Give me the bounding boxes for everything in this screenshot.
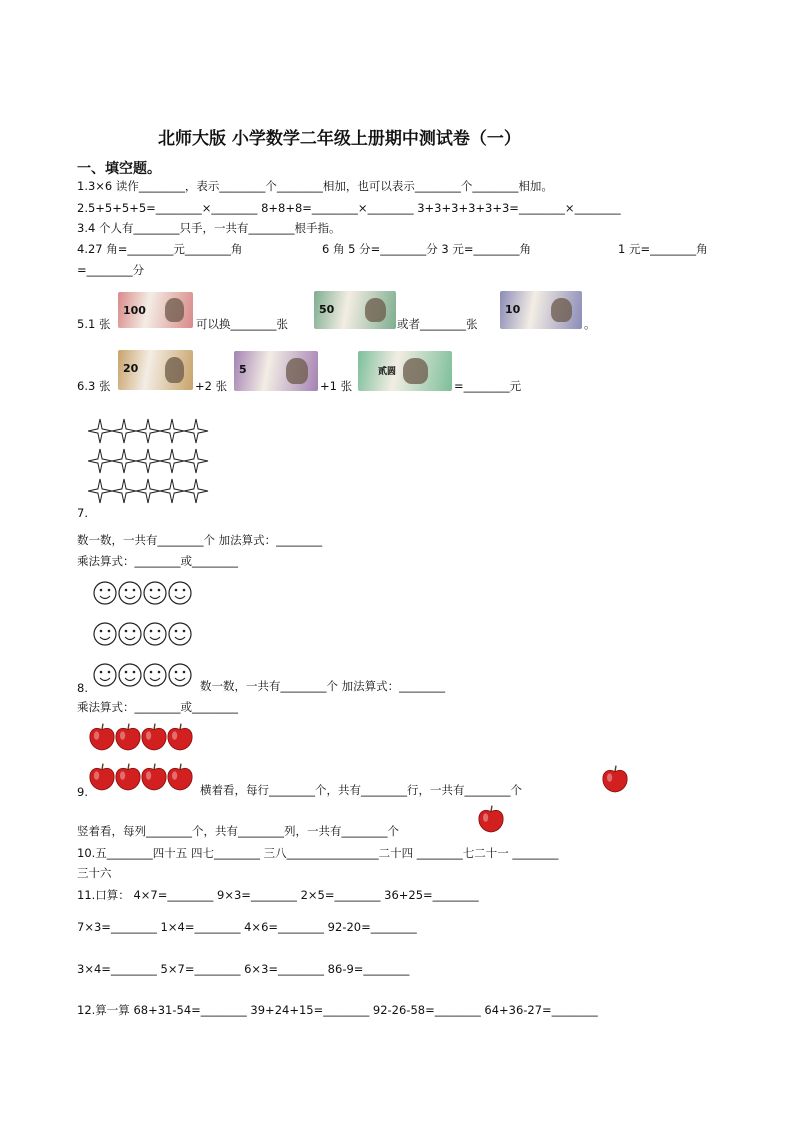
smiley-icon (119, 623, 141, 645)
question-4-part-c: 1 元=________角 (618, 242, 708, 256)
smiley-icon (169, 582, 191, 604)
smiley-icon (119, 582, 141, 604)
apple-icon (116, 724, 140, 750)
smiley-icon (169, 664, 191, 686)
question-6-end: =________元 (454, 379, 522, 393)
section-heading: 一、填空题。 (77, 161, 161, 177)
star-grid (88, 416, 214, 506)
question-11-line-c: 3×4=________ 5×7=________ 6×3=________ 86-9=________ (77, 962, 410, 976)
apple-icon (168, 764, 192, 790)
star-icon (88, 449, 112, 473)
smiley-icon (144, 664, 166, 686)
banknote-label: 5 (239, 363, 247, 376)
apple-icon (476, 804, 506, 834)
question-8-line-b: 乘法算式：________或________ (77, 700, 238, 714)
question-10-line-a: 10.五________四十五 四七________ 三八________________二十四 ________七二十一 ________ (77, 846, 559, 860)
smiley-face-grid (92, 578, 196, 688)
smiley-icon (94, 664, 116, 686)
star-icon (184, 419, 208, 443)
star-icon (112, 479, 136, 503)
smiley-icon (119, 664, 141, 686)
question-5-prefix: 5.1 张 (77, 317, 111, 331)
star-icon (136, 479, 160, 503)
question-3: 3.4 个人有________只手，一共有________根手指。 (77, 221, 341, 235)
question-5-mid1: 可以换________张 (196, 317, 288, 331)
star-icon (136, 419, 160, 443)
question-9-number: 9. (77, 785, 88, 799)
star-icon (88, 419, 112, 443)
star-icon (160, 449, 184, 473)
star-icon (112, 419, 136, 443)
question-4-part-a: 4.27 角=________元________角 (77, 242, 243, 256)
star-icon (184, 479, 208, 503)
question-4-part-d: =________分 (77, 263, 145, 277)
smiley-icon (94, 623, 116, 645)
banknote-5-yuan (234, 351, 318, 391)
apple-icon (116, 764, 140, 790)
apple-icon (142, 764, 166, 790)
question-12: 12.算一算 68+31-54=________ 39+24+15=________ 92-26-58=________ 64+36-27=________ (77, 1003, 598, 1017)
star-icon (136, 449, 160, 473)
banknote-20-yuan (118, 350, 193, 390)
banknote-label: 50 (319, 303, 335, 316)
smiley-icon (94, 582, 116, 604)
apple-icon (479, 806, 503, 832)
question-6-prefix: 6.3 张 (77, 379, 111, 393)
smiley-icon (144, 582, 166, 604)
question-11-line-a: 11.口算： 4×7=________ 9×3=________ 2×5=________ 36+25=________ (77, 888, 479, 902)
question-7-number: 7. (77, 506, 88, 520)
question-7-line-a: 数一数，一共有________个 加法算式：________ (77, 533, 323, 547)
question-10-line-b: 三十六 (77, 866, 112, 880)
question-8-number: 8. (77, 681, 88, 695)
star-icon (88, 479, 112, 503)
banknote-label: 贰圆 (378, 367, 397, 377)
question-8-line-a: 数一数，一共有________个 加法算式：________ (200, 679, 446, 693)
question-4-part-b: 6 角 5 分=________分 3 元=________角 (322, 242, 531, 256)
banknote-label: 20 (123, 362, 139, 375)
question-1: 1.3×6 读作________，表示________个________相加，也可以表示________个________相加。 (77, 179, 553, 193)
apple-icon (142, 724, 166, 750)
banknote-label: 10 (505, 303, 521, 316)
banknote-10-yuan (500, 291, 582, 329)
apple-icon (603, 766, 627, 792)
apple-icon (600, 764, 630, 794)
star-icon (112, 449, 136, 473)
banknote-100-yuan (118, 292, 193, 328)
banknote-label: 100 (123, 304, 146, 317)
question-5-mid2: 或者________张 (397, 317, 478, 331)
question-9-line-b: 竖着看，每列________个，共有________列，一共有________个 (77, 824, 399, 838)
apple-icon (90, 724, 114, 750)
smiley-icon (144, 623, 166, 645)
apple-grid (88, 720, 198, 796)
question-6-mid1: +2 张 (195, 379, 228, 393)
star-icon (160, 419, 184, 443)
star-icon (160, 479, 184, 503)
question-6-mid2: +1 张 (320, 379, 353, 393)
banknote-2-yuan (358, 351, 452, 391)
star-icon (184, 449, 208, 473)
apple-icon (168, 724, 192, 750)
question-11-line-b: 7×3=________ 1×4=________ 4×6=________ 92-20=________ (77, 920, 417, 934)
question-5-end: 。 (584, 317, 596, 331)
apple-icon (90, 764, 114, 790)
banknote-50-yuan (314, 291, 396, 329)
smiley-icon (169, 623, 191, 645)
question-7-line-b: 乘法算式：________或________ (77, 554, 238, 568)
page-title: 北师大版 小学数学二年级上册期中测试卷（一） (158, 129, 521, 149)
question-2: 2.5+5+5+5=________×________ 8+8+8=________×________ 3+3+3+3+3+3=________×________ (77, 201, 621, 215)
question-9-line-a: 横着看，每行________个，共有________行，一共有________个 (200, 783, 522, 797)
